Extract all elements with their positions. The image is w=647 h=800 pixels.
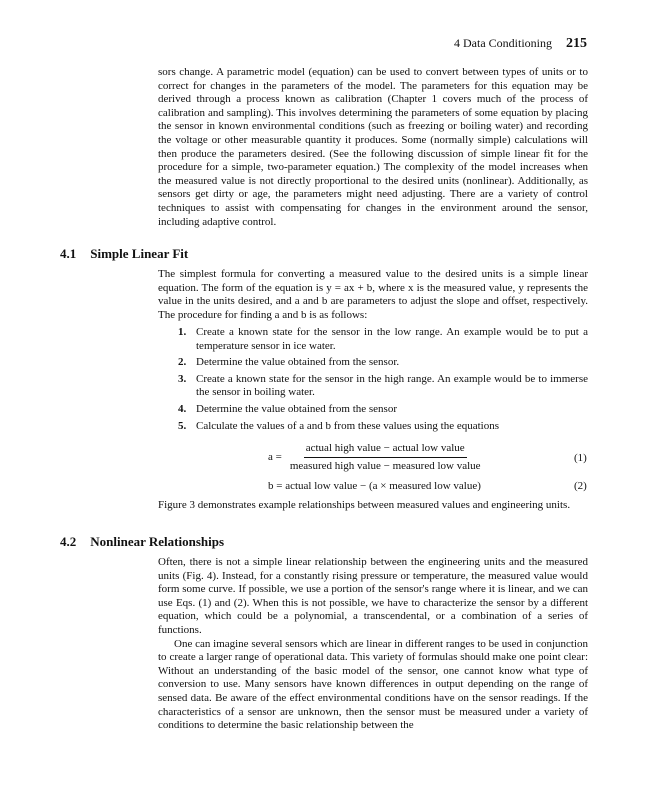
intro-block (158, 66, 588, 229)
step-text: Calculate the values of a and b from these values using the equations (196, 419, 500, 432)
equation-1 (268, 442, 481, 473)
equation-2-label: (2) (574, 480, 587, 492)
intro-paragraph: sors change. A parametric model (equation) can be used to convert between types of units or to correct for changes in the parameters of the model. The parameters for this equation may be derived through a process known as calibration (Chapter 1 covers much of the process of calibration and sampling). This involves determining the parameters of some equation by placing the sensor in known environmental conditions (such as freezing or boiling water) and recording the voltage or other measurable quantity it produces. Some (normally simple) calculations will then produce the parameters desired. (See the following discussion of simple linear fit for the procedure for a simple, two-parameter equation.) The complexity of the model increases when the measured value is not directly proportional to the desired units (nonlinear). Additionally, as sensors get dirty or age, the parameters might need adjusting. There are a variety of control techniques to assist with compensating for changes in the environment around the sensor, including adaptive control. (158, 66, 588, 228)
section-number: 4.1 (60, 246, 77, 261)
equation-2: b = actual low value − (a × measured low value) (268, 480, 481, 492)
step-text: Create a known state for the sensor in the high range. An example would be to immerse the sensor in boiling water. (196, 372, 588, 399)
step-number: 4. (178, 402, 187, 415)
running-header (454, 36, 587, 52)
list-item (178, 403, 588, 417)
list-item (178, 356, 588, 370)
procedure-list (178, 326, 588, 436)
section-4-2-body (158, 556, 588, 733)
section-heading-4-1 (60, 246, 188, 262)
page-number: 215 (566, 36, 587, 51)
step-number: 3. (178, 372, 187, 385)
step-text: Determine the value obtained from the sensor (196, 402, 397, 415)
section-heading-4-2 (60, 534, 224, 550)
step-number: 1. (178, 326, 187, 338)
paragraph: One can imagine several sensors which are linear in different ranges to be used in conjunction to create a larger range of operational data. This variety of formulas should make one point clear: Without an understanding of the basic model of the sensor, one cannot know what type of conversion to use. Many sensors have known differences in output depending on the range of sensed data. Be aware of the effect environmental conditions have on the sensor readings. If the characteristics of a sensor are unknown, then the sensor must be measured under a variety of conditions to determine the basic relationship between the (158, 637, 588, 732)
chapter-title: 4 Data Conditioning (454, 36, 552, 50)
section-title: Nonlinear Relationships (90, 534, 225, 549)
paragraph: The simplest formula for converting a measured value to the desired units is a simple linear equation. The form of the equation is y = ax + b, where x is the measured value, y represents the value in the units desired, and a and b are parameters to adjust the slope and offset, respectively. The procedure for finding a and b is as follows: (158, 268, 588, 321)
paragraph: Figure 3 demonstrates example relationships between measured values and engineering units. (158, 499, 571, 511)
section-4-1-intro (158, 268, 588, 322)
step-text: Determine the value obtained from the sensor. (196, 356, 400, 369)
list-item (178, 373, 588, 400)
equation-1-label: (1) (574, 452, 587, 464)
fraction (290, 442, 481, 473)
step-number: 5. (178, 419, 187, 432)
step-text: Create a known state for the sensor in the low range. An example would be to put a temperature sensor in ice water. (196, 326, 588, 352)
step-number: 2. (178, 356, 187, 369)
list-item (178, 326, 588, 353)
paragraph: Often, there is not a simple linear relationship between the engineering units and the measured units (Fig. 4). Instead, for a constantly rising pressure or temperature, the measured value would form some curve. If possible, we use a portion of the sensor's range where it is linear, and we can use Eqs. (1) and (2). When this is not possible, we have to characterize the sensor by a different equation, which could be a polynomial, a transcendental, or a combination of a series of functions. (158, 556, 588, 636)
numerator: actual high value − actual low value (304, 442, 467, 458)
denominator: measured high value − measured low value (289, 460, 481, 472)
list-item (178, 420, 588, 434)
section-number: 4.2 (60, 534, 77, 549)
figure-note (158, 499, 588, 513)
section-title: Simple Linear Fit (90, 246, 189, 261)
equation-lhs: a = (268, 451, 282, 463)
